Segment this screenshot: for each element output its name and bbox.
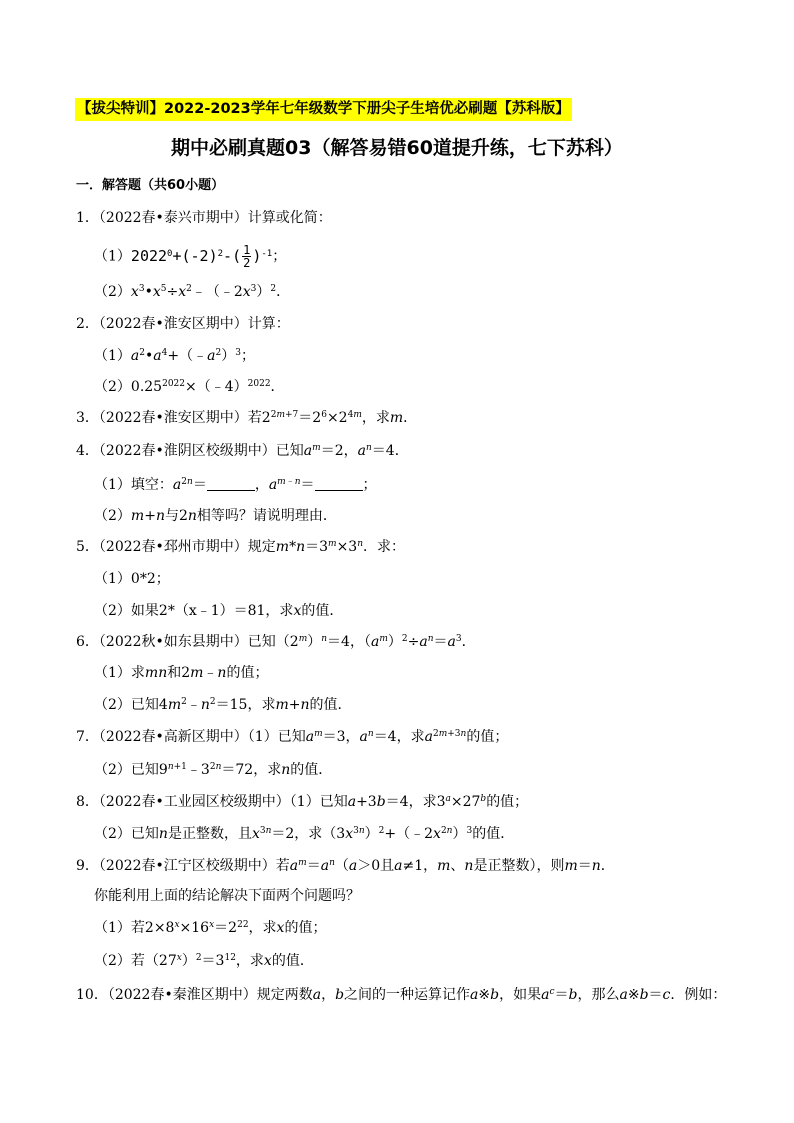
question-2-stem: 2．（2022春•淮安区期中）计算：	[76, 316, 290, 332]
header-banner: 【拔尖特训】2022-2023学年七年级数学下册尖子生培优必刷题【苏科版】	[75, 98, 572, 121]
question-9-stem: 9．（2022春•江宁区校级期中）若$a^m=a^n(a>0$且a≠1，m、n是正整数），则m＝n．	[76, 858, 615, 874]
section-heading: 一．解答题（共60小题）	[76, 178, 225, 193]
question-3: 3．（2022春•淮安区期中）若$2^{2m+7}=2^6\times 2^{4m}$，求m．	[76, 410, 418, 426]
question-2-part-1: $(1)a^2•a^4+(﹣a^2)^3$；	[94, 348, 255, 364]
question-7-part-2: （2）已知$9^{n+1}﹣3^{2n}=72$，求n的值．	[94, 762, 333, 778]
question-8-stem: 8．（2022春•工业园区校级期中）（1）已知a+3b＝4，求$3^a\times 27^b$的值；	[76, 794, 529, 810]
question-1-stem: 1．（2022春•泰兴市期中）计算或化简：	[76, 210, 332, 226]
answer-blank[interactable]	[315, 476, 363, 491]
question-7-stem: 7．（2022春•高新区期中）（1）已知$a^m=3$，$a^n=4$，求$a^{2m+3n}$的值；	[76, 729, 509, 745]
question-9-line-2: 你能利用上面的结论解决下面两个问题吗？	[94, 888, 360, 904]
page-title: 期中必刷真题03（解答易错60道提升练，七下苏科）	[171, 137, 623, 159]
question-1-part-2: $(2)x^3•x^5\div x^2﹣(﹣2x^3)^2$．	[94, 284, 291, 300]
question-1-part-1: $(1)2022^0+(-2)^2-$( $\frac{1}{2}$ )$^{-1}$；	[94, 243, 287, 270]
question-5-part-1: （1）0*2；	[94, 571, 170, 587]
question-9-part-1: （1）若$2\times 8^x\times 16^x=2^{22}$，求x的值；	[94, 920, 327, 936]
question-10-stem: 10．（2022春•秦淮区期中）规定两数a，b之间的一种运算记作a※b，如果$a^c=b$，那么a※b＝c．例如：	[76, 987, 727, 1003]
question-5-stem: 5．（2022春•邳州市期中）规定$m*n=3^m\times 3^n$．求：	[76, 539, 406, 555]
question-2-part-2: $(2)0.25^{2022}\times(﹣4)^{2022}$．	[94, 379, 285, 395]
question-9-part-2: （2）若$(27^x)^2=3^{12}$，求x的值．	[94, 953, 314, 969]
question-4-stem: 4．（2022春•淮阴区校级期中）已知$a^m=2$，$a^n=4$．	[76, 443, 409, 459]
question-6-stem: 6．（2022秋•如东县期中）已知$(2^m)^n=4$，$(a^m)^2\div a^n=a^3$．	[76, 634, 476, 650]
question-5-part-2: （2）如果2*（x﹣1）＝81，求x的值．	[94, 603, 344, 619]
question-6-part-2: （2）已知$4m^2﹣n^2=15$，求m+n的值．	[94, 697, 352, 713]
question-4-part-2: （2）m+n与2n相等吗？请说明理由．	[94, 508, 337, 524]
question-6-part-1: （1）求mn和2m﹣n的值；	[94, 665, 269, 681]
question-4-part-1: （1）填空：$a^{2n}=$ ，$a^{m﹣n}=$ ；	[94, 477, 377, 493]
question-8-part-2: （2）已知n是正整数，且$x^{3n}=2$，求$(3x^{3n})^2+(﹣2x^{2n})^3$的值．	[94, 826, 515, 842]
answer-blank[interactable]	[207, 476, 255, 491]
